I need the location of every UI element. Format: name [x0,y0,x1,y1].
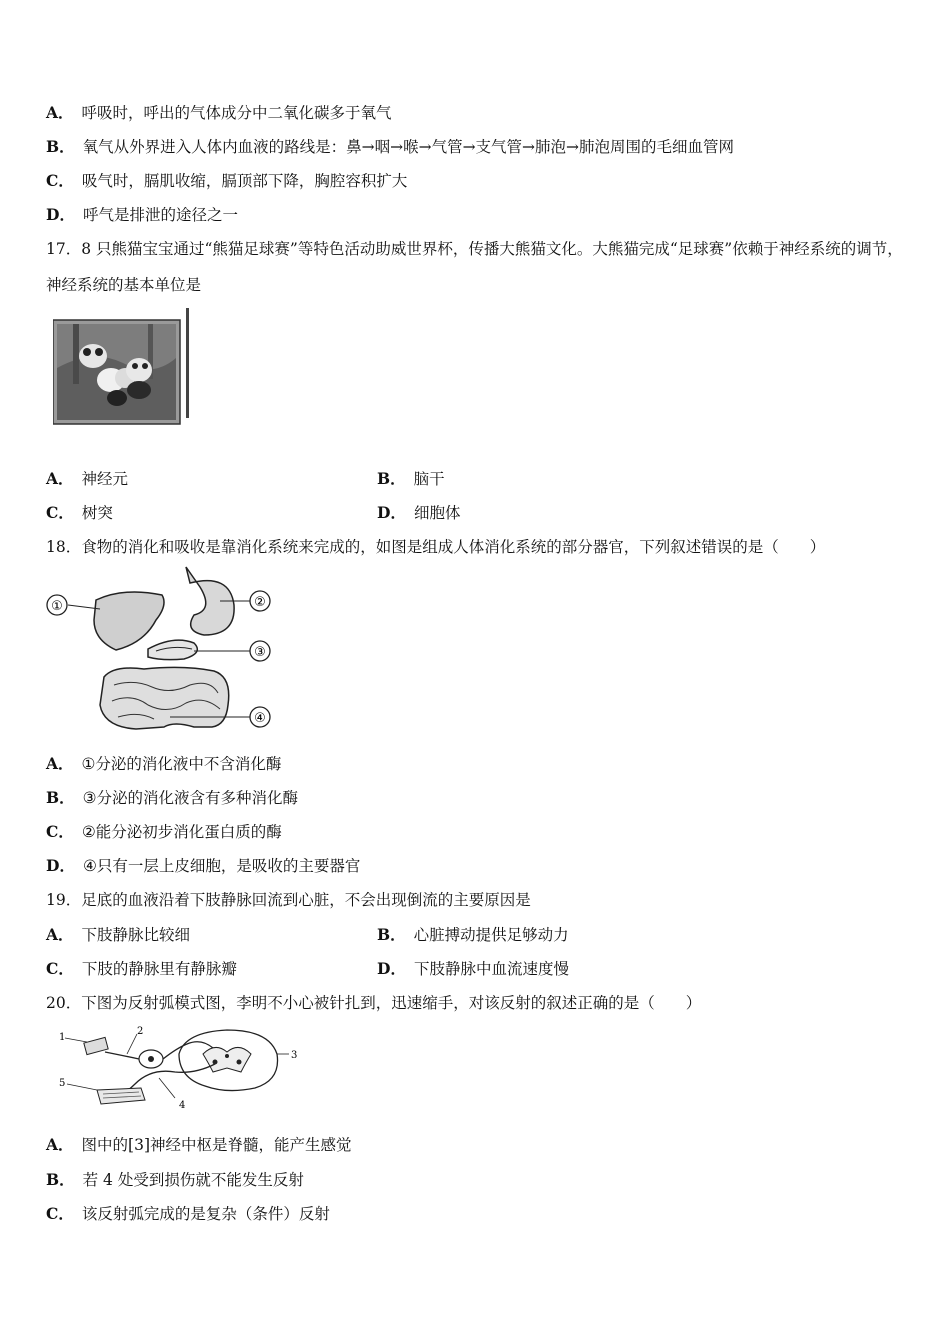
digestive-label-2: ② [254,595,266,610]
q20-option-a: A． 图中的[3]神经中枢是脊髓，能产生感觉 [46,1135,352,1154]
q19-option-b: B． 心脏搏动提供足够动力 [377,925,569,944]
reflex-arc-diagram [55,1024,307,1114]
q16-option-c: C． 吸气时，膈肌收缩，膈顶部下降，胸腔容积扩大 [46,171,408,190]
panda-photo [53,308,193,426]
q19-option-a: A． 下肢静脉比较细 [46,925,191,944]
q20-stem: 20．下图为反射弧模式图，李明不小心被针扎到，迅速缩手，对该反射的叙述正确的是（ ） [46,994,702,1012]
q16-option-a: A． 呼吸时，呼出的气体成分中二氧化碳多于氧气 [46,103,392,122]
q19-stem: 19．足底的血液沿着下肢静脉回流到心脏，不会出现倒流的主要原因是 [46,891,531,909]
q20-option-c: C． 该反射弧完成的是复杂（条件）反射 [46,1204,330,1223]
reflex-label-2: 2 [137,1026,144,1037]
q18-stem: 18．食物的消化和吸收是靠消化系统来完成的，如图是组成人体消化系统的部分器官，下列叙述错误的是（ ） [46,538,826,556]
q20-option-b: B． 若 4 处受到损伤就不能发生反射 [46,1170,304,1189]
q17-option-a: A． 神经元 [46,469,129,488]
digestive-label-4: ④ [254,711,266,726]
reflex-label-3: 3 [291,1050,298,1061]
q18-option-b: B． ③分泌的消化液含有多种消化酶 [46,788,299,807]
q16-option-b: B． 氧气从外界进入人体内血液的路线是：鼻→咽→喉→气管→支气管→肺泡→肺泡周围的毛细血管网 [46,137,735,156]
panda-photo-image [53,308,193,426]
q19-option-c: C． 下肢的静脉里有静脉瓣 [46,959,237,978]
q17-option-b: B． 脑干 [377,469,445,488]
digestive-label-1: ① [51,599,63,614]
q18-option-a: A． ①分泌的消化液中不含消化酶 [46,754,282,773]
q19-option-d: D． 下肢静脉中血流速度慢 [377,959,569,978]
q17-option-d: D． 细胞体 [377,503,461,522]
digestive-system-diagram [44,565,276,731]
reflex-label-1: 1 [59,1032,66,1043]
q17-option-c: C． 树突 [46,503,113,522]
q16-option-d: D． 呼气是排泄的途径之一 [46,205,238,224]
reflex-label-5: 5 [59,1078,66,1089]
q17-stem: 17．8 只熊猫宝宝通过“熊猫足球赛”等特色活动助威世界杯，传播大熊猫文化。大熊猫完成“足球赛”依赖于神经系统的调节，神经系统的基本单位是 [46,240,903,294]
reflex-arc-figure [55,1024,307,1114]
q18-option-d: D． ④只有一层上皮细胞，是吸收的主要器官 [46,856,361,875]
q18-option-c: C． ②能分泌初步消化蛋白质的酶 [46,822,282,841]
digestive-system-figure [44,565,276,731]
digestive-label-3: ③ [254,645,266,660]
reflex-label-4: 4 [179,1100,186,1111]
